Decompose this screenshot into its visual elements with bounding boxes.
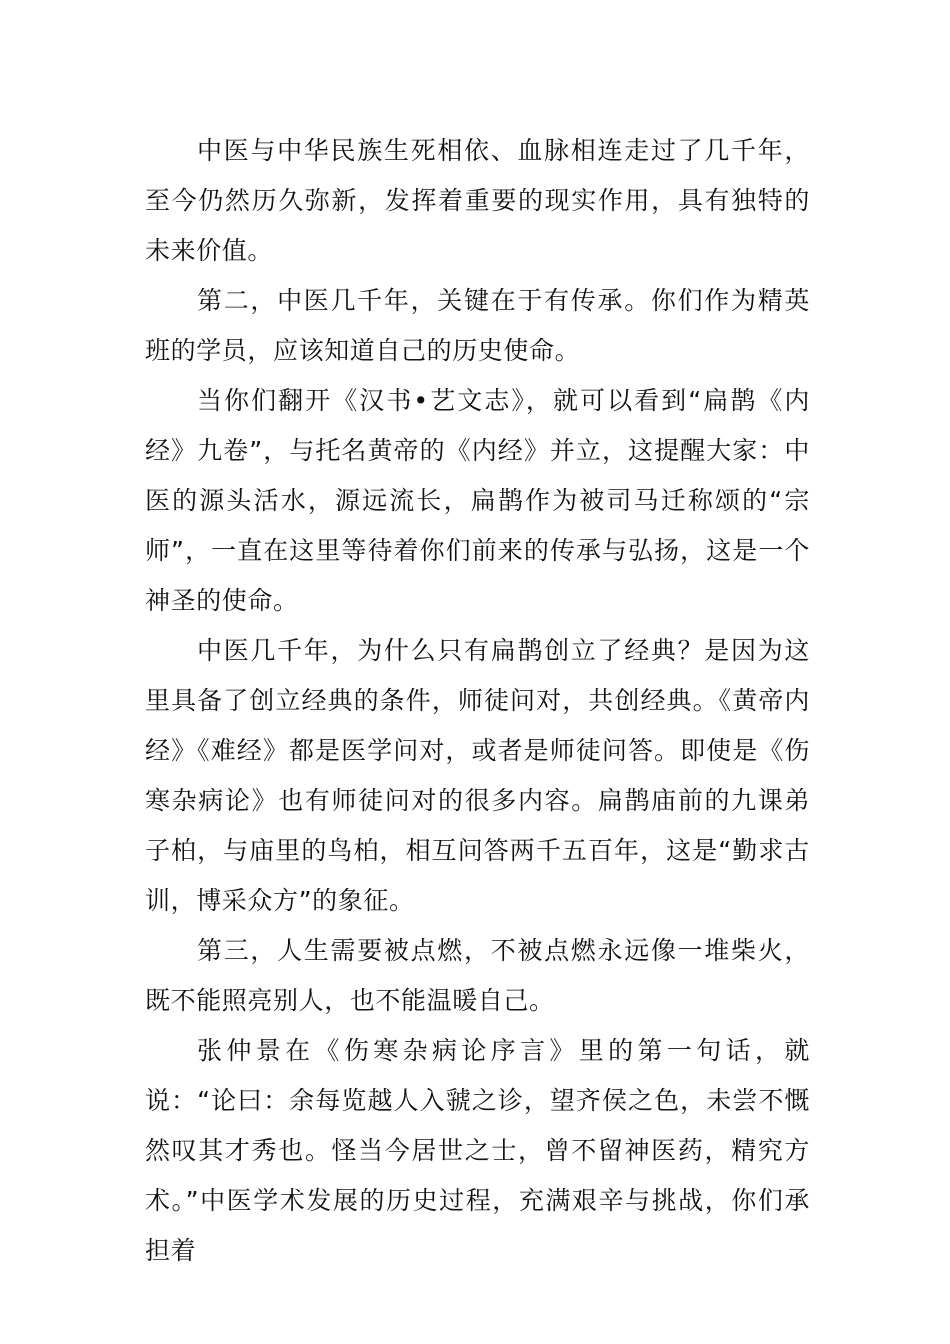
paragraph-1: 中医与中华民族生死相依、血脉相连走过了几千年，至今仍然历久弥新，发挥着重要的现实作用，具有独特的未来价值。: [145, 136, 810, 265]
paragraph-6: 张仲景在《伤寒杂病论序言》里的第一句话，就说：“论曰：余每览越人入虢之诊，望齐侯之色，未尝不慨然叹其才秀也。怪当今居世之士，曾不留神医药，精究方术。”中医学术发展的历史过程，充满艰辛与挑战，你们承担着: [145, 1036, 810, 1265]
paragraph-2: 第二，中医几千年，关键在于有传承。你们作为精英班的学员，应该知道自己的历史使命。: [145, 286, 810, 365]
document-body: [145, 126, 810, 1276]
paragraph-5: 第三，人生需要被点燃，不被点燃永远像一堆柴火，既不能照亮别人，也不能温暖自己。: [145, 936, 810, 1015]
paragraph-4: 中医几千年，为什么只有扁鹊创立了经典？是因为这里具备了创立经典的条件，师徒问对，共创经典。《黄帝内经》《难经》都是医学问对，或者是师徒问答。即使是《伤寒杂病论》也有师徒问对的很多内容。扁鹊庙前的九课弟子柏，与庙里的鸟柏，相互问答两千五百年，这是“勤求古训，博采众方”的象征。: [145, 636, 810, 915]
paragraph-3: 当你们翻开《汉书•艺文志》，就可以看到“扁鹊《内经》九卷”，与托名黄帝的《内经》并立，这提醒大家：中医的源头活水，源远流长，扁鹊作为被司马迁称颂的“宗师”，一直在这里等待着你们前来的传承与弘扬，这是一个神圣的使命。: [145, 386, 810, 615]
